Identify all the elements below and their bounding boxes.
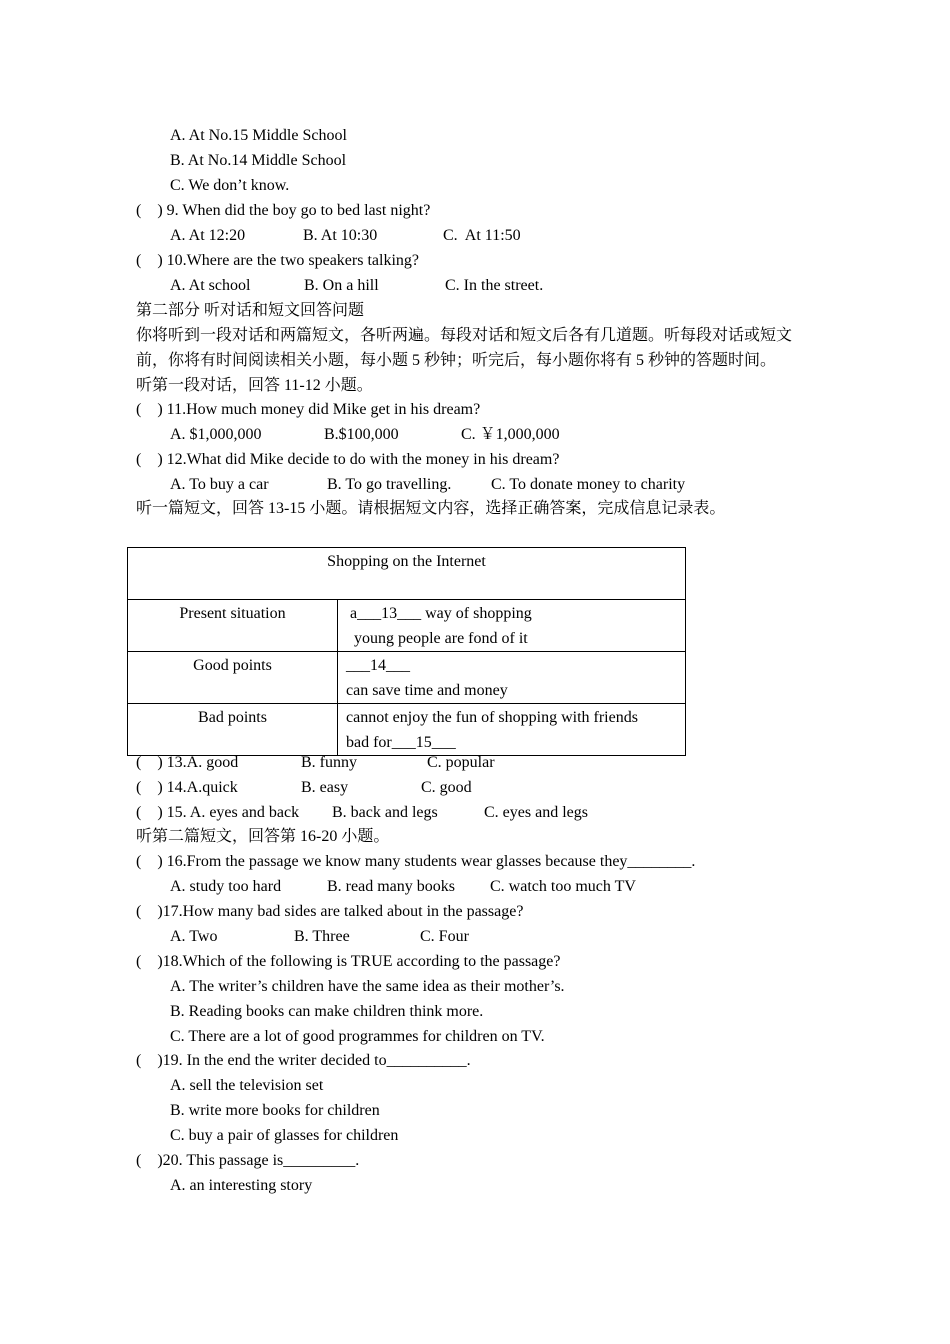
q10-option-b: B. On a hill (304, 277, 379, 294)
q20-stem: ( )20. This passage is_________. (136, 1152, 360, 1169)
table-row (128, 652, 686, 704)
info-table (127, 547, 686, 756)
q12-option-c: C. To donate money to charity (491, 476, 686, 493)
q8-option-c: C. We don’t know. (170, 177, 290, 194)
q12-option-a: A. To buy a car (170, 476, 269, 493)
table-title: Shopping on the Internet (128, 548, 686, 600)
q11-option-a: A. $1,000,000 (170, 426, 262, 443)
q17-option-a: A. Two (170, 928, 218, 945)
q13-stem: ( ) 13.A. good (136, 754, 239, 771)
row-value-line: a___13___ way of shopping (346, 605, 532, 622)
q11-option-b: B.$100,000 (324, 426, 399, 443)
q18-option-a: A. The writer’s children have the same idea as their mother’s. (170, 978, 565, 995)
q12-stem: ( ) 12.What did Mike decide to do with the money in his dream? (136, 451, 560, 468)
q16-option-b: B. read many books (327, 878, 455, 895)
q9-stem: ( ) 9. When did the boy go to bed last night? (136, 202, 431, 219)
q12-option-b: B. To go travelling. (327, 476, 452, 493)
row-value (338, 704, 686, 756)
q17-option-b: B. Three (294, 928, 350, 945)
q10-stem: ( ) 10.Where are the two speakers talking? (136, 252, 419, 269)
q19-option-b: B. write more books for children (170, 1102, 380, 1119)
q11-stem: ( ) 11.How much money did Mike get in his dream? (136, 401, 481, 418)
passage1-intro: 听一篇短文，回答 13-15 小题。请根据短文内容，选择正确答案，完成信息记录表。 (136, 500, 726, 517)
row-label: Good points (128, 652, 338, 704)
q14-option-c: C. good (421, 779, 472, 796)
q8-option-b: B. At No.14 Middle School (170, 152, 347, 169)
q20-option-a: A. an interesting story (170, 1177, 313, 1194)
part2-intro-line1: 你将听到一段对话和两篇短文，各听两遍。每段对话和短文后各有几道题。听每段对话或短文 (136, 327, 793, 344)
q13-option-c: C. popular (427, 754, 495, 771)
row-value-line: can save time and money (346, 682, 508, 699)
q14-stem: ( ) 14.A.quick (136, 779, 238, 796)
row-label: Bad points (128, 704, 338, 756)
q19-stem: ( )19. In the end the writer decided to__________. (136, 1052, 471, 1069)
q15-option-b: B. back and legs (332, 804, 438, 821)
row-value (338, 600, 686, 652)
q9-option-a: A. At 12:20 (170, 227, 246, 244)
row-label: Present situation (128, 600, 338, 652)
q19-option-a: A. sell the television set (170, 1077, 324, 1094)
passage2-intro: 听第二篇短文，回答第 16-20 小题。 (136, 828, 390, 845)
part2-intro-line2: 前，你将有时间阅读相关小题，每小题 5 秒钟；听完后，每小题你将有 5 秒钟的答题时间。 (136, 352, 777, 369)
q19-option-c: C. buy a pair of glasses for children (170, 1127, 399, 1144)
q8-option-a: A. At No.15 Middle School (170, 127, 347, 144)
q18-stem: ( )18.Which of the following is TRUE according to the passage? (136, 953, 561, 970)
q10-option-a: A. At school (170, 277, 251, 294)
row-value-line: bad for___15___ (346, 734, 456, 751)
row-value (338, 652, 686, 704)
table-row (128, 704, 686, 756)
q17-stem: ( )17.How many bad sides are talked about in the passage? (136, 903, 524, 920)
row-value-line: cannot enjoy the fun of shopping with friends (346, 709, 638, 726)
q18-option-b: B. Reading books can make children think more. (170, 1003, 484, 1020)
dialogue-intro: 听第一段对话，回答 11-12 小题。 (136, 377, 373, 394)
q10-option-c: C. In the street. (445, 277, 544, 294)
q16-stem: ( ) 16.From the passage we know many students wear glasses because they________. (136, 853, 696, 870)
row-value-line: ___14___ (346, 657, 410, 674)
part2-heading: 第二部分 听对话和短文回答问题 (136, 302, 365, 319)
q16-option-c: C. watch too much TV (490, 878, 636, 895)
table-row (128, 600, 686, 652)
q15-option-c: C. eyes and legs (484, 804, 588, 821)
q16-option-a: A. study too hard (170, 878, 282, 895)
q9-option-c: C. At 11:50 (443, 227, 521, 244)
q15-stem: ( ) 15. A. eyes and back (136, 804, 300, 821)
q17-option-c: C. Four (420, 928, 469, 945)
q14-option-b: B. easy (301, 779, 349, 796)
q18-option-c: C. There are a lot of good programmes for children on TV. (170, 1028, 545, 1045)
q11-option-c: C. ￥1,000,000 (461, 426, 560, 443)
table-title-row (128, 548, 686, 600)
row-value-line: young people are fond of it (346, 630, 528, 647)
q13-option-b: B. funny (301, 754, 357, 771)
q9-option-b: B. At 10:30 (303, 227, 378, 244)
